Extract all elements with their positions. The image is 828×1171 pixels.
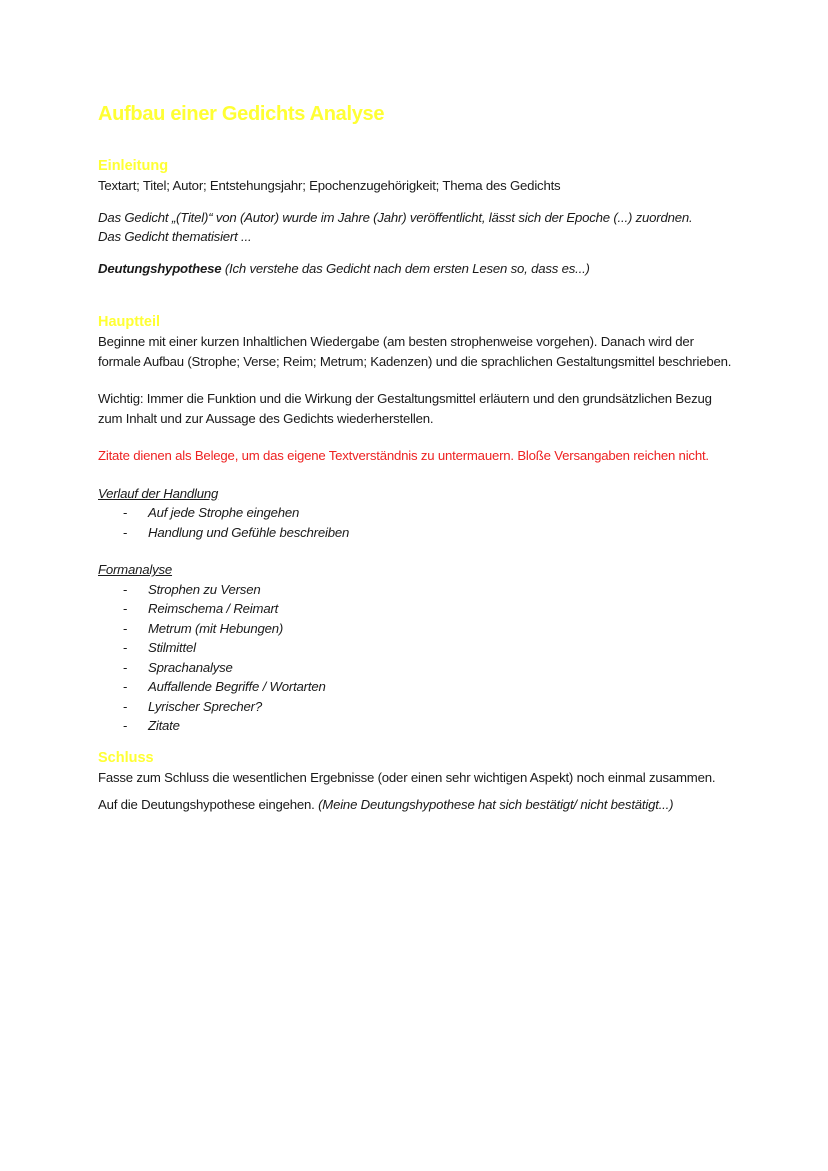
schluss-summary: Fasse zum Schluss die wesentlichen Ergebnisse (oder einen sehr wichtigen Aspekt) noch einmal zusammen.	[98, 769, 716, 785]
formanalyse-list	[98, 580, 738, 736]
einleitung-template	[98, 208, 738, 247]
list-item: - Strophen zu Versen	[98, 580, 738, 600]
schluss-hypothesis	[98, 795, 738, 815]
verlauf-list	[98, 503, 738, 542]
bullet-dash: -	[123, 659, 128, 675]
list-item: - Auffallende Begriffe / Wortarten	[98, 677, 738, 697]
document-title: Aufbau einer Gedichts Analyse	[98, 103, 385, 125]
heading-schluss: Schluss	[98, 749, 154, 766]
section-hauptteil	[98, 312, 738, 736]
schluss-hypothesis-text: Auf die Deutungshypothese eingehen.	[98, 797, 319, 812]
list-item: - Zitate	[98, 716, 738, 736]
list-item: - Metrum (mit Hebungen)	[98, 619, 738, 639]
document-page	[98, 100, 738, 815]
bullet-dash: -	[123, 679, 128, 694]
einleitung-template-line1: Das Gedicht „(Titel)“ von (Autor) wurde im Jahre (Jahr) veröffentlicht, lässt sich der Epoche (...) zuordnen.	[98, 209, 693, 225]
hypothesis-label: Deutungshypothese	[98, 260, 222, 276]
hypothesis-note: (Ich verstehe das Gedicht nach dem ersten Lesen so, dass es...)	[221, 260, 590, 276]
bullet-dash: -	[123, 640, 128, 655]
list-item: - Auf jede Strophe eingehen	[98, 503, 738, 523]
bullet-dash: -	[123, 698, 128, 714]
section-schluss	[98, 748, 738, 815]
einleitung-hypothesis	[98, 259, 738, 279]
hauptteil-intro: Beginne mit einer kurzen Inhaltlichen Wiedergabe (am besten strophenweise vorgehen). Danach wird der formale Aufbau (Strophe; Verse; Reim; Metrum; Kadenzen) und die sprachlichen Gestaltungsmittel beschrieben.	[98, 334, 732, 369]
schluss-hypothesis-example: (Meine Deutungshypothese hat sich bestätigt/ nicht bestätigt...)	[318, 797, 674, 812]
bullet-dash: -	[123, 505, 128, 520]
heading-verlauf: Verlauf der Handlung	[98, 485, 219, 501]
list-item: - Reimschema / Reimart	[98, 599, 738, 619]
heading-hauptteil: Hauptteil	[98, 314, 161, 330]
hauptteil-quote-note: Zitate dienen als Belege, um das eigene Textverständnis zu untermauern. Bloße Versangaben reichen nicht.	[98, 448, 709, 463]
bullet-dash: -	[123, 524, 128, 540]
einleitung-elements: Textart; Titel; Autor; Entstehungsjahr; Epochenzugehörigkeit; Thema des Gedichts	[98, 178, 561, 193]
einleitung-template-line2: Das Gedicht thematisiert ...	[98, 229, 252, 244]
heading-einleitung: Einleitung	[98, 158, 169, 174]
bullet-dash: -	[123, 581, 128, 597]
hauptteil-important: Wichtig: Immer die Funktion und die Wirkung der Gestaltungsmittel erläutern und den grundsätzlichen Bezug zum Inhalt und zur Aussage des Gedichts wiederherstellen.	[98, 391, 712, 426]
bullet-dash: -	[123, 718, 128, 733]
list-item: - Stilmittel	[98, 638, 738, 658]
list-item: - Handlung und Gefühle beschreiben	[98, 523, 738, 543]
list-item: - Sprachanalyse	[98, 658, 738, 678]
heading-formanalyse: Formanalyse	[98, 562, 173, 577]
list-item: - Lyrischer Sprecher?	[98, 697, 738, 717]
section-einleitung	[98, 156, 738, 278]
bullet-dash: -	[123, 620, 128, 636]
bullet-dash: -	[123, 601, 128, 616]
